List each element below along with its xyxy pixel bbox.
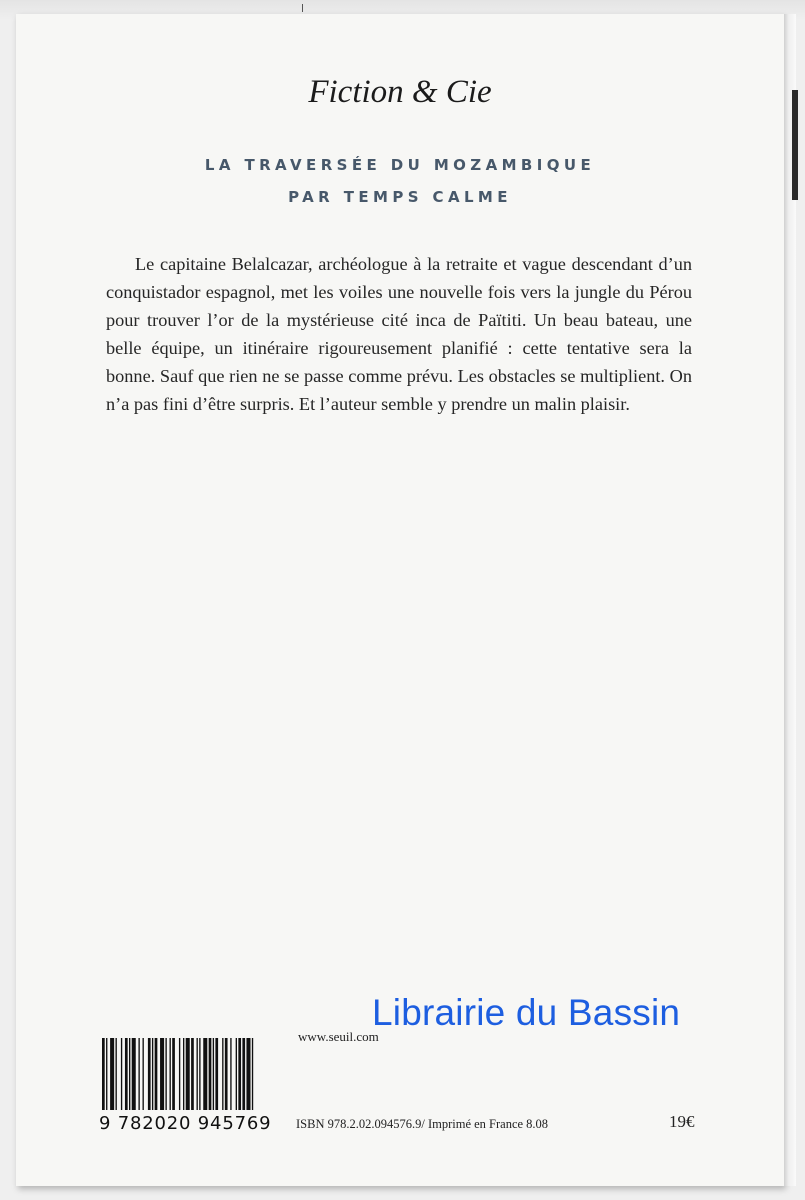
barcode-bar — [238, 1038, 241, 1110]
barcode-bar — [209, 1038, 212, 1110]
book-title-line-1: LA TRAVERSÉE DU MOZAMBIQUE — [204, 156, 596, 174]
barcode-bar — [125, 1038, 128, 1110]
barcode-bar — [102, 1038, 105, 1110]
barcode-bar — [191, 1038, 194, 1110]
barcode-bar — [197, 1038, 198, 1110]
barcode-bar — [246, 1038, 250, 1110]
barcode-bar — [132, 1038, 136, 1110]
barcode-bar — [199, 1038, 200, 1110]
barcode-bar — [230, 1038, 231, 1110]
barcode-bar — [129, 1038, 130, 1110]
barcode-bar — [165, 1038, 166, 1110]
barcode-bar — [179, 1038, 180, 1110]
blurb-paragraph: Le capitaine Belalcazar, archéologue à la retraite et vague descendant d’un conquistador espagnol, met les voiles une nouvelle fois vers la jungle du Pérou pour trouver l’or de la mystérieuse cité inca de Païtiti. Un beau bateau, une belle équipe, un itinéraire rigoureusement planifié : cette tentative sera la bonne. Sauf que rien ne se passe comme prévu. Les obstacles se multiplient. On n’a pas fini d’être surpris. Et l’auteur semble y prendre un malin plaisir. — [106, 254, 692, 414]
barcode-bar — [213, 1038, 214, 1110]
barcode-bar — [138, 1038, 139, 1110]
barcode-bar — [172, 1038, 175, 1110]
barcode-bar — [160, 1038, 164, 1110]
barcode-bar — [252, 1038, 253, 1110]
scan-mark — [302, 4, 303, 12]
barcode-bar — [222, 1038, 223, 1110]
barcode-bar — [155, 1038, 158, 1110]
spine-dark-band — [792, 90, 798, 200]
isbn-barcode — [102, 1038, 302, 1118]
barcode-bar — [121, 1038, 122, 1110]
book-title-line-2: PAR TEMPS CALME — [288, 188, 512, 206]
barcode-digits: 9 782020 945769 — [99, 1113, 272, 1134]
bookseller-watermark: Librairie du Bassin — [372, 992, 681, 1033]
barcode-bar — [170, 1038, 171, 1110]
collection-name: Fiction & Cie — [308, 74, 492, 110]
barcode-bar — [186, 1038, 190, 1110]
barcode-bar — [183, 1038, 184, 1110]
barcode-bar — [225, 1038, 228, 1110]
barcode-bar — [143, 1038, 144, 1110]
barcode-bar — [116, 1038, 117, 1110]
barcode-bar — [148, 1038, 151, 1110]
barcode-bar — [203, 1038, 207, 1110]
barcode-bar — [110, 1038, 114, 1110]
price-label: 19€ — [669, 1112, 695, 1131]
publisher-website: www.seuil.com — [298, 1029, 379, 1044]
barcode-bar — [152, 1038, 153, 1110]
isbn-line: ISBN 978.2.02.094576.9/ Imprimé en France 8.08 — [296, 1117, 549, 1131]
barcode-bar — [215, 1038, 218, 1110]
barcode-bar — [106, 1038, 107, 1110]
barcode-bar — [242, 1038, 245, 1110]
barcode-bar — [236, 1038, 237, 1110]
